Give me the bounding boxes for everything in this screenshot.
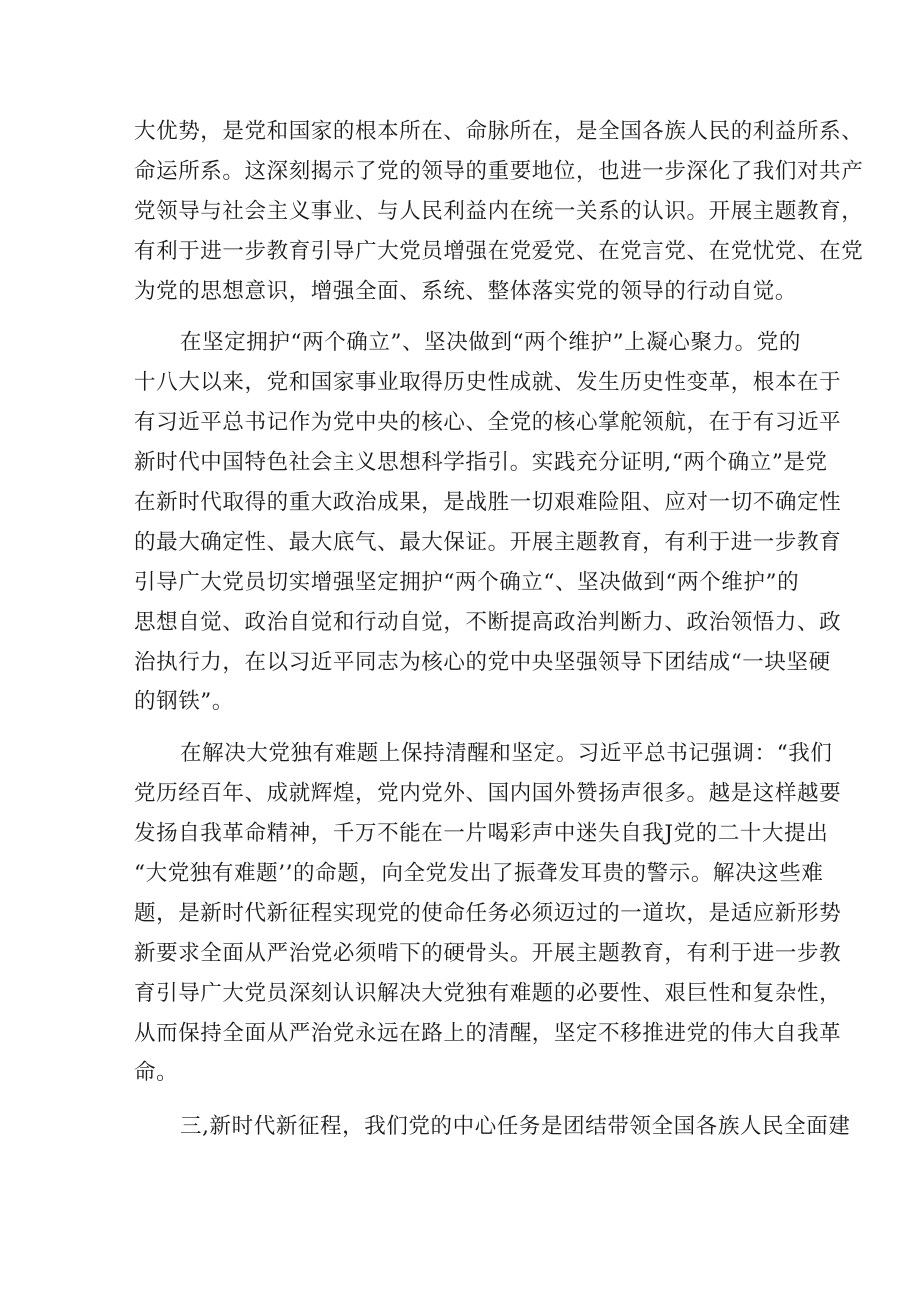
text-line: 在解决大党独有难题上保持清醒和坚定。习近平总书记强调：“我们: [180, 741, 833, 767]
text-line: “大党独有难题’’的命题，向全党发出了振聋发耳贵的警示。解决这些难: [134, 861, 824, 887]
text-line: 思想自觉、政治自觉和行动自觉，不断提高政治判断力、政治领悟力、政: [134, 609, 842, 635]
text-line: 三,新时代新征程，我们党的中心任务是团结带领全国各族人民全面建: [180, 1114, 851, 1140]
document-body: [134, 112, 864, 1147]
text-line: 引导广大党员切实增强坚定拥护“两个确立“、坚决做到“两个维护”的: [134, 569, 800, 595]
text-line: 大优势，是党和国家的根本所在、命脉所在，是全国各族人民的利益所系、: [134, 119, 864, 144]
text-line: 在新时代取得的重大政治成果，是战胜一切艰难险阻、应对一切不确定性: [134, 490, 842, 516]
text-line: 命运所系。这深刻揭示了党的领导的重要地位，也进一步深化了我们对共产: [134, 158, 864, 184]
text-line: 育引导广大党员深刻认识解决大党独有难题的必要性、艰巨性和复杂性，: [134, 980, 842, 1006]
paragraph-gap: [134, 722, 790, 734]
text-line: 从而保持全面从严治党永远在路上的清醒，坚定不移推进党的伟大自我革: [134, 1020, 842, 1046]
text-line: 发扬自我革命精神，千万不能在一片喝彩声中迷失自我J党的二十大提出: [134, 821, 829, 847]
text-line: 为党的思想意识，增强全面、系统、整体落实党的领导的行动自觉。: [134, 278, 798, 304]
text-line: 治执行力，在以习近平同志为核心的党中央坚强领导下团结成“一块坚硬: [134, 649, 831, 675]
text-line: 命。: [134, 1060, 179, 1086]
text-line: 在坚定拥护“两个确立”、坚决做到“两个维护”上凝心聚力。党的: [180, 330, 801, 356]
text-line: 有习近平总书记作为党中央的核心、全党的核心掌舵领航，在于有习近平: [134, 410, 842, 436]
text-line: 新时代中国特色社会主义思想科学指引。实践充分证明,“两个确立”是党: [134, 450, 828, 476]
paragraph-gap: [134, 1093, 790, 1107]
text-line: 党历经百年、成就辉煌，党内党外、国内国外赞扬声很多。越是这样越要: [134, 781, 842, 807]
paragraph-gap: [134, 311, 790, 323]
paragraph-4: [134, 1107, 851, 1147]
text-line: 的钢铁”。: [134, 689, 234, 715]
text-line: 有利于进一步教育引导广大党员增强在党爱党、在党言党、在党忧党、在党: [134, 238, 864, 264]
paragraph-3: [134, 734, 842, 1093]
text-line: 十八大以来，党和国家事业取得历史性成就、发生历史性变革，根本在于: [134, 370, 842, 396]
text-line: 题，是新时代新征程实现党的使命任务必须迈过的一道坎，是适应新形势: [134, 900, 842, 926]
paragraph-1: [134, 112, 864, 311]
text-line: 的最大确定性、最大底气、最大保证。开展主题教育，有利于进一步教育: [134, 529, 842, 555]
text-line: 党领导与社会主义事业、与人民利益内在统一关系的认识。开展主题教育，: [134, 198, 864, 224]
text-line: 新要求全面从严治党必须啃下的硬骨头。开展主题教育，有利于进一步教: [134, 940, 842, 966]
paragraph-2: [134, 323, 842, 722]
